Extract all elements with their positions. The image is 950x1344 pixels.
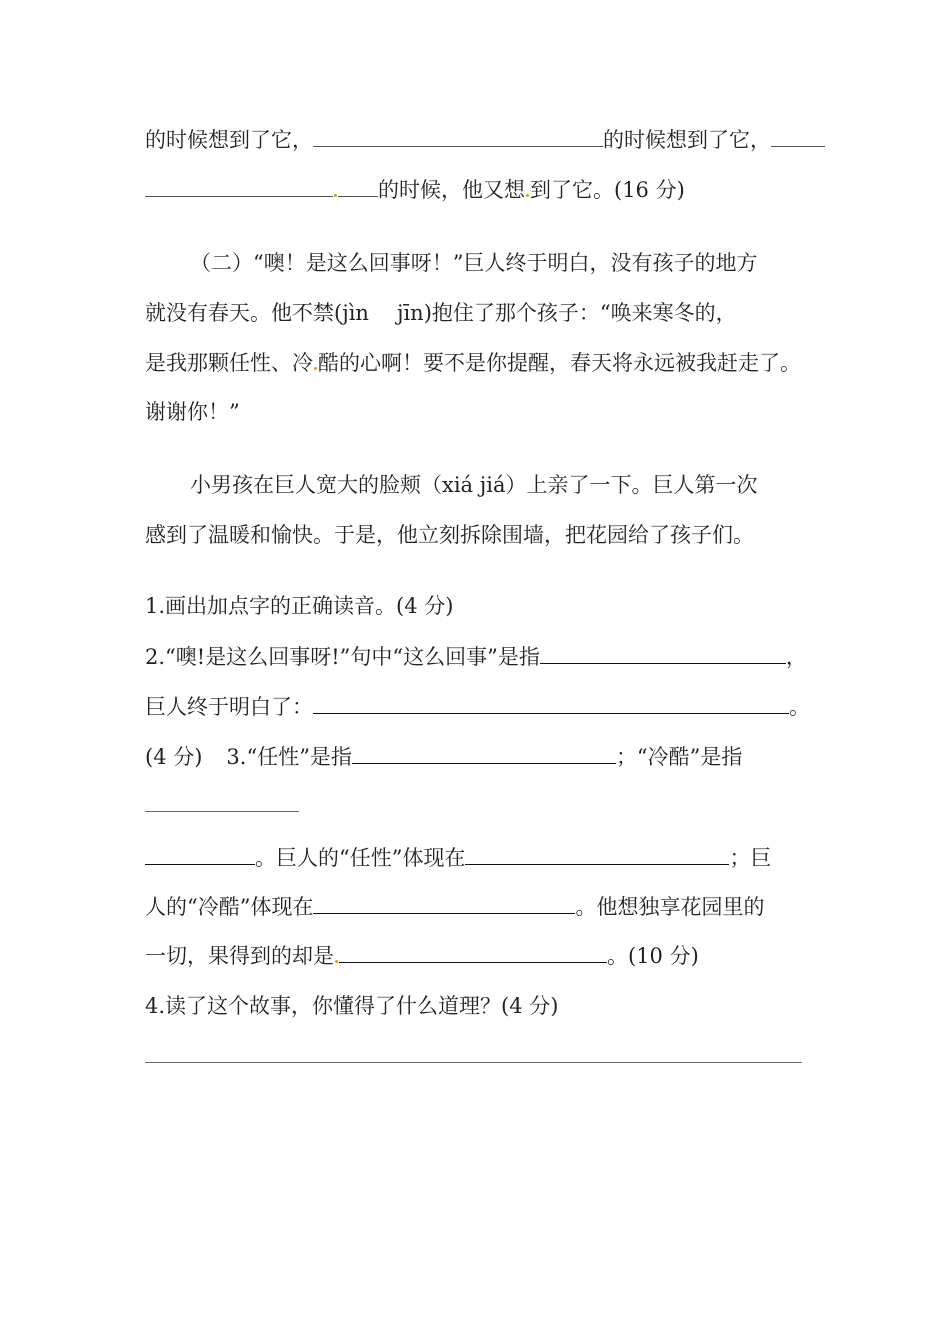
question-text: 。(10 分)	[607, 944, 699, 968]
passage-text: 感到了温暖和愉快。于是，他立刻拆除围墙，把花园给了孩子们。	[145, 523, 754, 547]
question-text: 4.读了这个故事，你懂得了什么道理？(4 分)	[145, 994, 559, 1018]
passage-line	[145, 298, 737, 328]
passage-text: 酷的心啊！要不是你提醒，春天将永远被我赶走了。	[318, 351, 801, 375]
passage-line	[145, 397, 240, 427]
emphasis-dot	[314, 367, 317, 370]
answer-line[interactable]	[145, 1062, 802, 1063]
question-text: 人的“冷酷”体现在	[145, 895, 314, 919]
passage-text: 就没有春天。他不禁(jìn	[145, 301, 369, 325]
question-text: 。他想独享花园里的	[575, 895, 765, 919]
answer-blank[interactable]	[465, 844, 729, 865]
question-2	[145, 642, 807, 672]
question-3-cont	[145, 892, 764, 922]
answer-blank[interactable]	[338, 176, 378, 197]
passage-line	[190, 470, 758, 500]
q1-text: 的时候，他又想	[378, 178, 525, 202]
q1-text: 到了它。(16 分)	[530, 178, 685, 202]
question-text: ；“冷酷”是指	[615, 745, 743, 769]
question-text: 巨人终于明白了：	[145, 695, 313, 719]
question-text: 3.“任性”是指	[226, 745, 352, 769]
passage-line	[145, 520, 754, 550]
question-text: 1.画出加点字的正确读音。(4 分)	[145, 594, 454, 618]
answer-blank[interactable]	[352, 743, 616, 764]
answer-blank[interactable]	[145, 176, 333, 197]
emphasis-dot	[526, 194, 529, 197]
question-3-cont	[145, 843, 771, 873]
question-text: 。巨人的“任性”体现在	[255, 846, 466, 870]
question-text: 。	[789, 695, 810, 719]
question-3-cont	[145, 941, 699, 971]
q1-text: 的时候想到了它，	[603, 128, 771, 152]
passage-text: jīn)抱住了那个孩子：“唤来寒冬的，	[396, 301, 737, 325]
answer-blank[interactable]	[313, 693, 789, 714]
question-text: ，	[785, 645, 807, 669]
q1-line-1	[145, 125, 825, 155]
question-text: ；巨	[729, 846, 772, 870]
emphasis-dot	[334, 194, 337, 197]
answer-blank[interactable]	[313, 893, 575, 914]
answer-blank[interactable]	[145, 844, 255, 865]
answer-blank[interactable]	[540, 643, 786, 664]
question-text: 一切，果得到的却是	[145, 944, 334, 968]
answer-blank[interactable]	[771, 126, 825, 147]
question-4	[145, 991, 558, 1021]
answer-line[interactable]	[145, 811, 299, 812]
passage-text: 谢谢你！”	[145, 400, 240, 424]
question-text: 2.“噢!是这么回事呀!”句中“这么回事”是指	[145, 645, 540, 669]
passage-line	[145, 348, 801, 378]
question-2-cont	[145, 692, 810, 722]
passage-text: （二）“噢！是这么回事呀！”巨人终于明白，没有孩子的地方	[190, 251, 758, 275]
answer-blank[interactable]	[313, 126, 603, 147]
passage-line	[190, 248, 757, 278]
emphasis-dot	[335, 960, 338, 963]
q1-line-2	[145, 175, 685, 205]
q1-text: 的时候想到了它，	[145, 128, 313, 152]
question-1	[145, 591, 453, 621]
answer-blank[interactable]	[339, 942, 607, 963]
question-3	[145, 742, 742, 772]
passage-text: 是我那颗任性、冷	[145, 351, 313, 375]
passage-text: 小男孩在巨人宽大的脸颊（xiá jiá）上亲了一下。巨人第一次	[190, 473, 758, 497]
question-text: (4 分)	[145, 745, 203, 769]
